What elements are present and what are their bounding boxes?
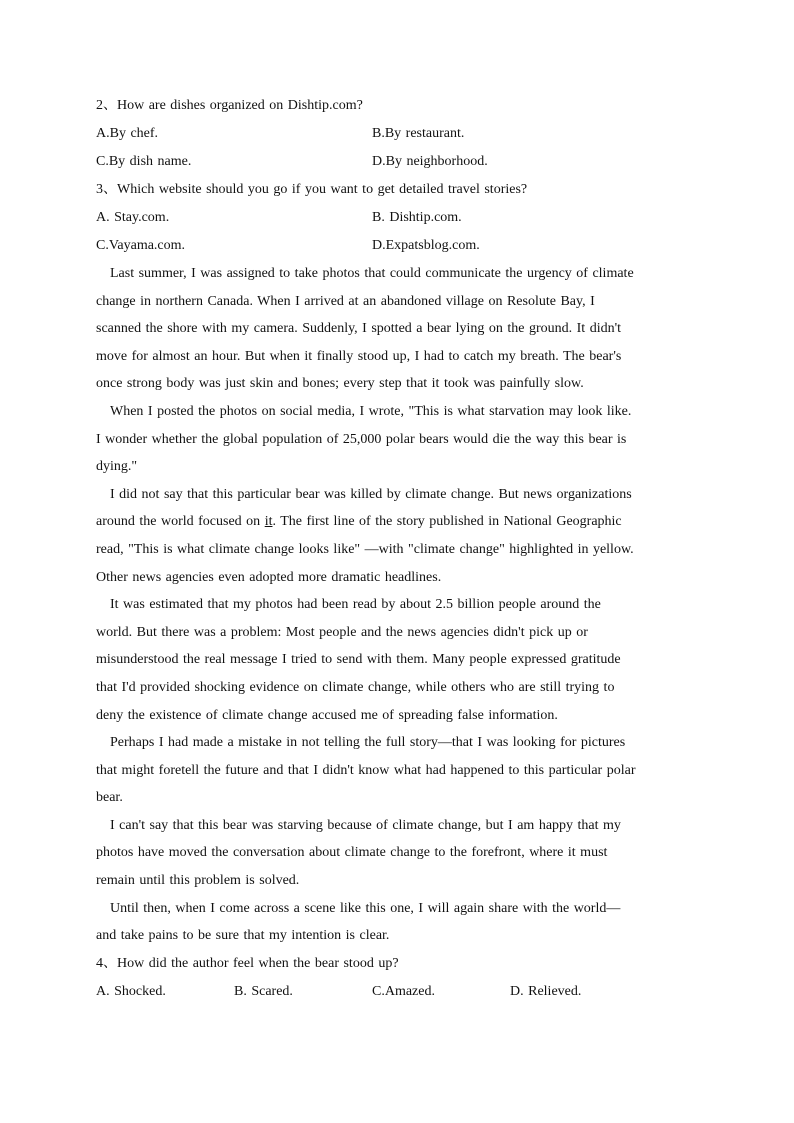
passage-line: change in northern Canada. When I arrived at an abandoned village on Resolute Bay, I xyxy=(96,293,595,309)
passage-line: move for almost an hour. But when it finally stood up, I had to catch my breath. The bear's xyxy=(96,348,622,364)
passage-paragraph-3 xyxy=(96,481,698,591)
passage-line: Until then, when I come across a scene like this one, I will again share with the world— xyxy=(110,900,621,916)
passage-line: It was estimated that my photos had been read by about 2.5 billion people around the xyxy=(110,597,601,613)
passage-line: world. But there was a problem: Most people and the news agencies didn't pick up or xyxy=(96,624,588,640)
passage-line: scanned the shore with my camera. Suddenly, I spotted a bear lying on the ground. It didn't xyxy=(96,321,621,337)
passage-text: around the world focused on xyxy=(96,514,265,530)
passage-text: . The first line of the story published in National Geographic xyxy=(272,514,622,530)
question-3-options-row-1 xyxy=(96,204,698,232)
passage-line: that I'd provided shocking evidence on climate change, while others who are still trying to xyxy=(96,679,615,695)
document-page xyxy=(96,92,698,1006)
question-3-option-a: A. Stay.com. xyxy=(96,210,170,225)
passage-line: that might foretell the future and that I didn't know what had happened to this particular polar xyxy=(96,762,636,778)
passage-line: once strong body was just skin and bones; every step that it took was painfully slow. xyxy=(96,376,584,392)
question-2-option-a: A.By chef. xyxy=(96,126,159,141)
passage-paragraph-5 xyxy=(96,729,698,812)
question-4-option-c: C.Amazed. xyxy=(372,983,435,999)
question-3-stem: 3、Which website should you go if you want to get detailed travel stories? xyxy=(96,182,528,197)
passage-line: Perhaps I had made a mistake in not telling the full story—that I was looking for pictures xyxy=(110,735,626,751)
passage-line: misunderstood the real message I tried to send with them. Many people expressed gratitude xyxy=(96,652,621,668)
passage-line: and take pains to be sure that my intention is clear. xyxy=(96,928,390,944)
passage-line: bear. xyxy=(96,790,123,806)
question-4-option-a: A. Shocked. xyxy=(96,983,166,999)
passage-line: photos have moved the conversation about climate change to the forefront, where it must xyxy=(96,845,608,861)
question-2-option-c: C.By dish name. xyxy=(96,154,192,169)
question-4-options-row xyxy=(96,978,698,1006)
passage-paragraph-7 xyxy=(96,895,698,950)
question-3-option-d: D.Expatsblog.com. xyxy=(372,238,480,253)
passage-paragraph-2 xyxy=(96,398,698,481)
underlined-word: it xyxy=(264,514,273,530)
passage-line: Other news agencies even adopted more dramatic headlines. xyxy=(96,569,442,585)
passage-line: dying." xyxy=(96,459,138,475)
passage-line xyxy=(96,508,698,536)
question-2-option-d: D.By neighborhood. xyxy=(372,154,488,169)
question-4-option-b: B. Scared. xyxy=(234,983,293,999)
passage-line: read, "This is what climate change looks like" —with "climate change" highlighted in yellow. xyxy=(96,541,634,557)
passage-paragraph-4 xyxy=(96,591,698,729)
passage-paragraph-6 xyxy=(96,812,698,895)
question-3-option-b: B. Dishtip.com. xyxy=(372,210,462,225)
question-3-option-c: C.Vayama.com. xyxy=(96,238,186,253)
passage-paragraph-1 xyxy=(96,260,698,398)
passage-line: I wonder whether the global population of 25,000 polar bears would die the way this bear is xyxy=(96,431,627,447)
passage-line: I did not say that this particular bear was killed by climate change. But news organizations xyxy=(110,486,632,502)
question-4-option-d: D. Relieved. xyxy=(510,983,582,999)
question-4-stem: 4、How did the author feel when the bear stood up? xyxy=(96,955,399,971)
passage-line: deny the existence of climate change accused me of spreading false information. xyxy=(96,707,558,723)
passage-line: Last summer, I was assigned to take photos that could communicate the urgency of climate xyxy=(110,266,634,281)
passage-line: I can't say that this bear was starving because of climate change, but I am happy that my xyxy=(110,817,621,833)
passage-line: When I posted the photos on social media, I wrote, "This is what starvation may look like. xyxy=(110,403,632,419)
question-2-options-row-2 xyxy=(96,148,698,176)
question-2-option-b: B.By restaurant. xyxy=(372,126,465,141)
question-3-options-row-2 xyxy=(96,232,698,260)
passage-line: remain until this problem is solved. xyxy=(96,873,300,889)
question-2-stem: 2、How are dishes organized on Dishtip.com? xyxy=(96,98,363,113)
question-2-options-row-1 xyxy=(96,120,698,148)
